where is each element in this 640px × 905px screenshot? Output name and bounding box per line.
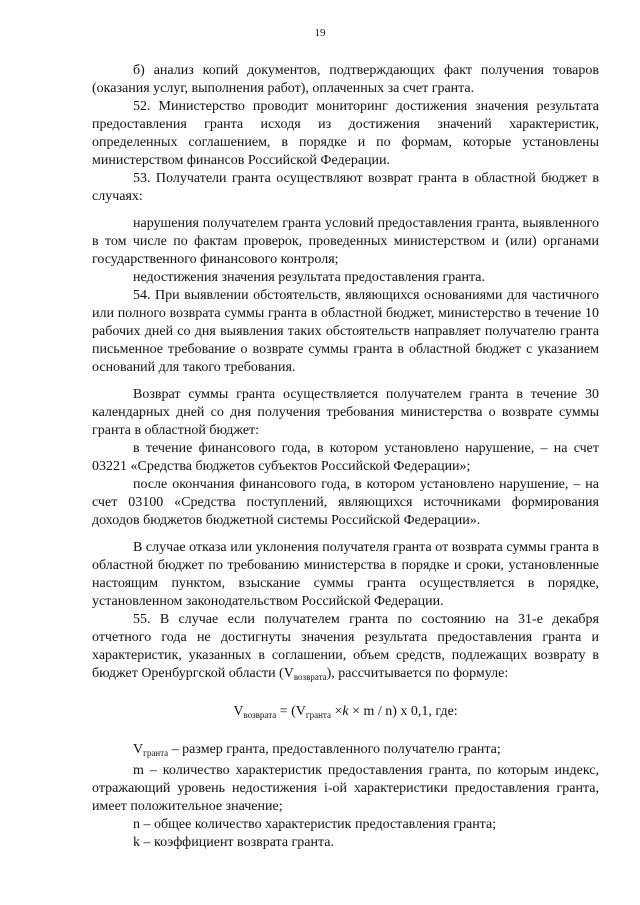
definition-v-subscript: гранта: [143, 748, 169, 758]
definition-m: m – количество характеристик предоставления гранта, по которым индекс, отражающий уровень недостижения i-ой характеристики предоставления гранта, имеет положительное значение;: [92, 763, 599, 814]
paragraph-return-terms: Возврат суммы гранта осуществляется получателем гранта в течение 30 календарных дней со дня получения требования министерства о возврате суммы гранта в областной бюджет:: [92, 387, 599, 438]
paragraph-52: 52. Министерство проводит мониторинг достижения значения результата предоставления гранта исходя из достижения значений характеристик, определенных соглашением, в порядке и по формам, которые установлены министерством финансов Российской Федерации.: [92, 99, 599, 168]
formula-sub-grant: гранта: [305, 710, 331, 720]
document-body: [92, 62, 599, 852]
formula-sub-return: возврата: [243, 710, 277, 720]
paragraph-53-case-1: нарушения получателем гранта условий предоставления гранта, выявленного в том числе по фактам проверок, проведенных министерством и (или) органами государственного финансового контроля;: [92, 216, 599, 267]
paragraph-return-current-year: в течение финансового года, в котором установлено нарушение, – на счет 03221 «Средства бюджетов субъектов Российской Федерации»;: [92, 441, 599, 474]
paragraph-return-after-year: после окончания финансового года, в котором установлено нарушение, – на счет 03100 «Средства поступлений, являющихся источниками формирования доходов бюджетов бюджетной системы Российской Федерации».: [92, 477, 599, 528]
page-number: 19: [314, 27, 326, 39]
paragraph-53-case-2: недостижения значения результата предоставления гранта.: [133, 270, 485, 285]
formula-eq: = (V: [276, 704, 306, 719]
paragraph-53: 53. Получатели гранта осуществляют возврат гранта в областной бюджет в случаях:: [92, 171, 599, 204]
formula-k: k: [342, 704, 349, 719]
formula-times: ×: [330, 704, 343, 719]
formula-v: V: [233, 704, 244, 719]
definition-v-symbol: V: [133, 742, 144, 757]
paragraph-55: [92, 611, 599, 686]
paragraph-55-tail: ), рассчитывается по формуле:: [326, 666, 509, 681]
paragraph-b: б) анализ копий документов, подтверждающих факт получения товаров (оказания услуг, выполнения работ), оплаченных за счет гранта.: [92, 63, 599, 96]
definition-v: [92, 741, 599, 762]
definition-n: n – общее количество характеристик предоставления гранта;: [133, 817, 497, 832]
formula-rest: × m / n) x 0,1, где:: [348, 704, 458, 719]
definition-k: k – коэффициент возврата гранта.: [133, 835, 335, 850]
definition-v-text: – размер гранта, предоставленного получателю гранта;: [168, 742, 501, 757]
paragraph-54: 54. При выявлении обстоятельств, являющихся основаниями для частичного или полного возврата суммы гранта в областной бюджет, министерство в течение 10 рабочих дней со дня выявления таких обстоятельств направляет получателю гранта письменное требование о возврате суммы гранта в областной бюджет с указанием оснований для такого требования.: [92, 288, 599, 375]
paragraph-refusal: В случае отказа или уклонения получателя гранта от возврата суммы гранта в областной бюджет по требованию министерства в порядке и сроки, установленные настоящим пунктом, взыскание суммы гранта осуществляется в порядке, установленном законодательством Российской Федерации.: [92, 540, 599, 609]
paragraph-55-subscript: возврата: [293, 672, 327, 682]
return-formula: [92, 702, 599, 725]
paragraph-55-text: 55. В случае если получателем гранта по состоянию на 31-е декабря отчетного года не достигнуты значения результата предоставления гранта и характеристик, указанных в соглашении, объем средств, подлежащих возврату в бюджет Оренбургской области (V: [92, 612, 599, 681]
